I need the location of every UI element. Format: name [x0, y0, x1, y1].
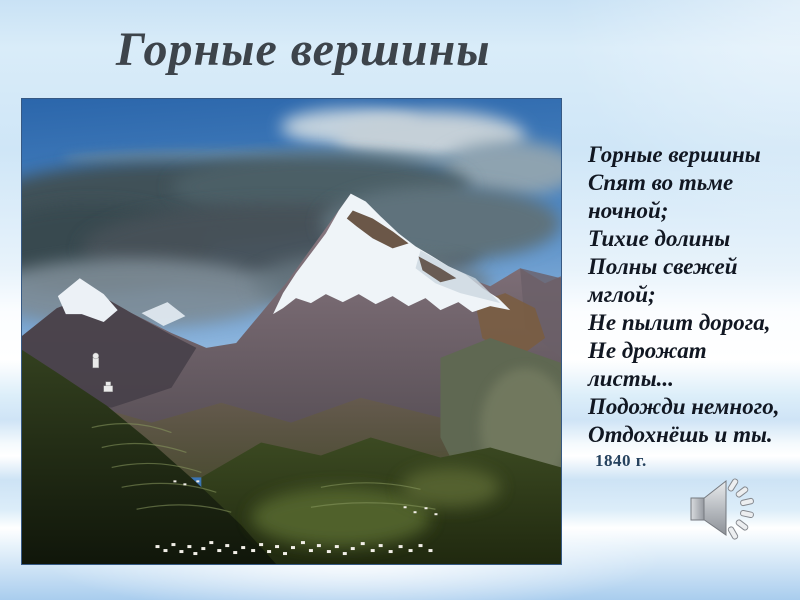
poem-line: Отдохнёшь и ты. [588, 422, 773, 447]
poem-line: Полны свежей [588, 254, 738, 279]
poem-line: ночной; [588, 198, 669, 223]
year-label: 1840 г. [595, 451, 647, 470]
mountain-photo [21, 98, 562, 565]
poem-line: Подожди немного, [588, 394, 780, 419]
poem-line: Спят во тьме [588, 170, 734, 195]
poem-line: Горные вершины [588, 142, 761, 167]
poem-line: мглой; [588, 282, 656, 307]
poem-text [588, 141, 798, 449]
poem-line: Не пылит дорога, [588, 310, 771, 335]
audio-button[interactable] [686, 477, 778, 555]
poem-line: Не дрожат листы... [588, 338, 707, 391]
mountain-photo-art [22, 99, 561, 564]
speaker-icon [686, 477, 778, 555]
slide-title: Горные вершины [116, 23, 491, 76]
poem-line: Тихие долины [588, 226, 731, 251]
